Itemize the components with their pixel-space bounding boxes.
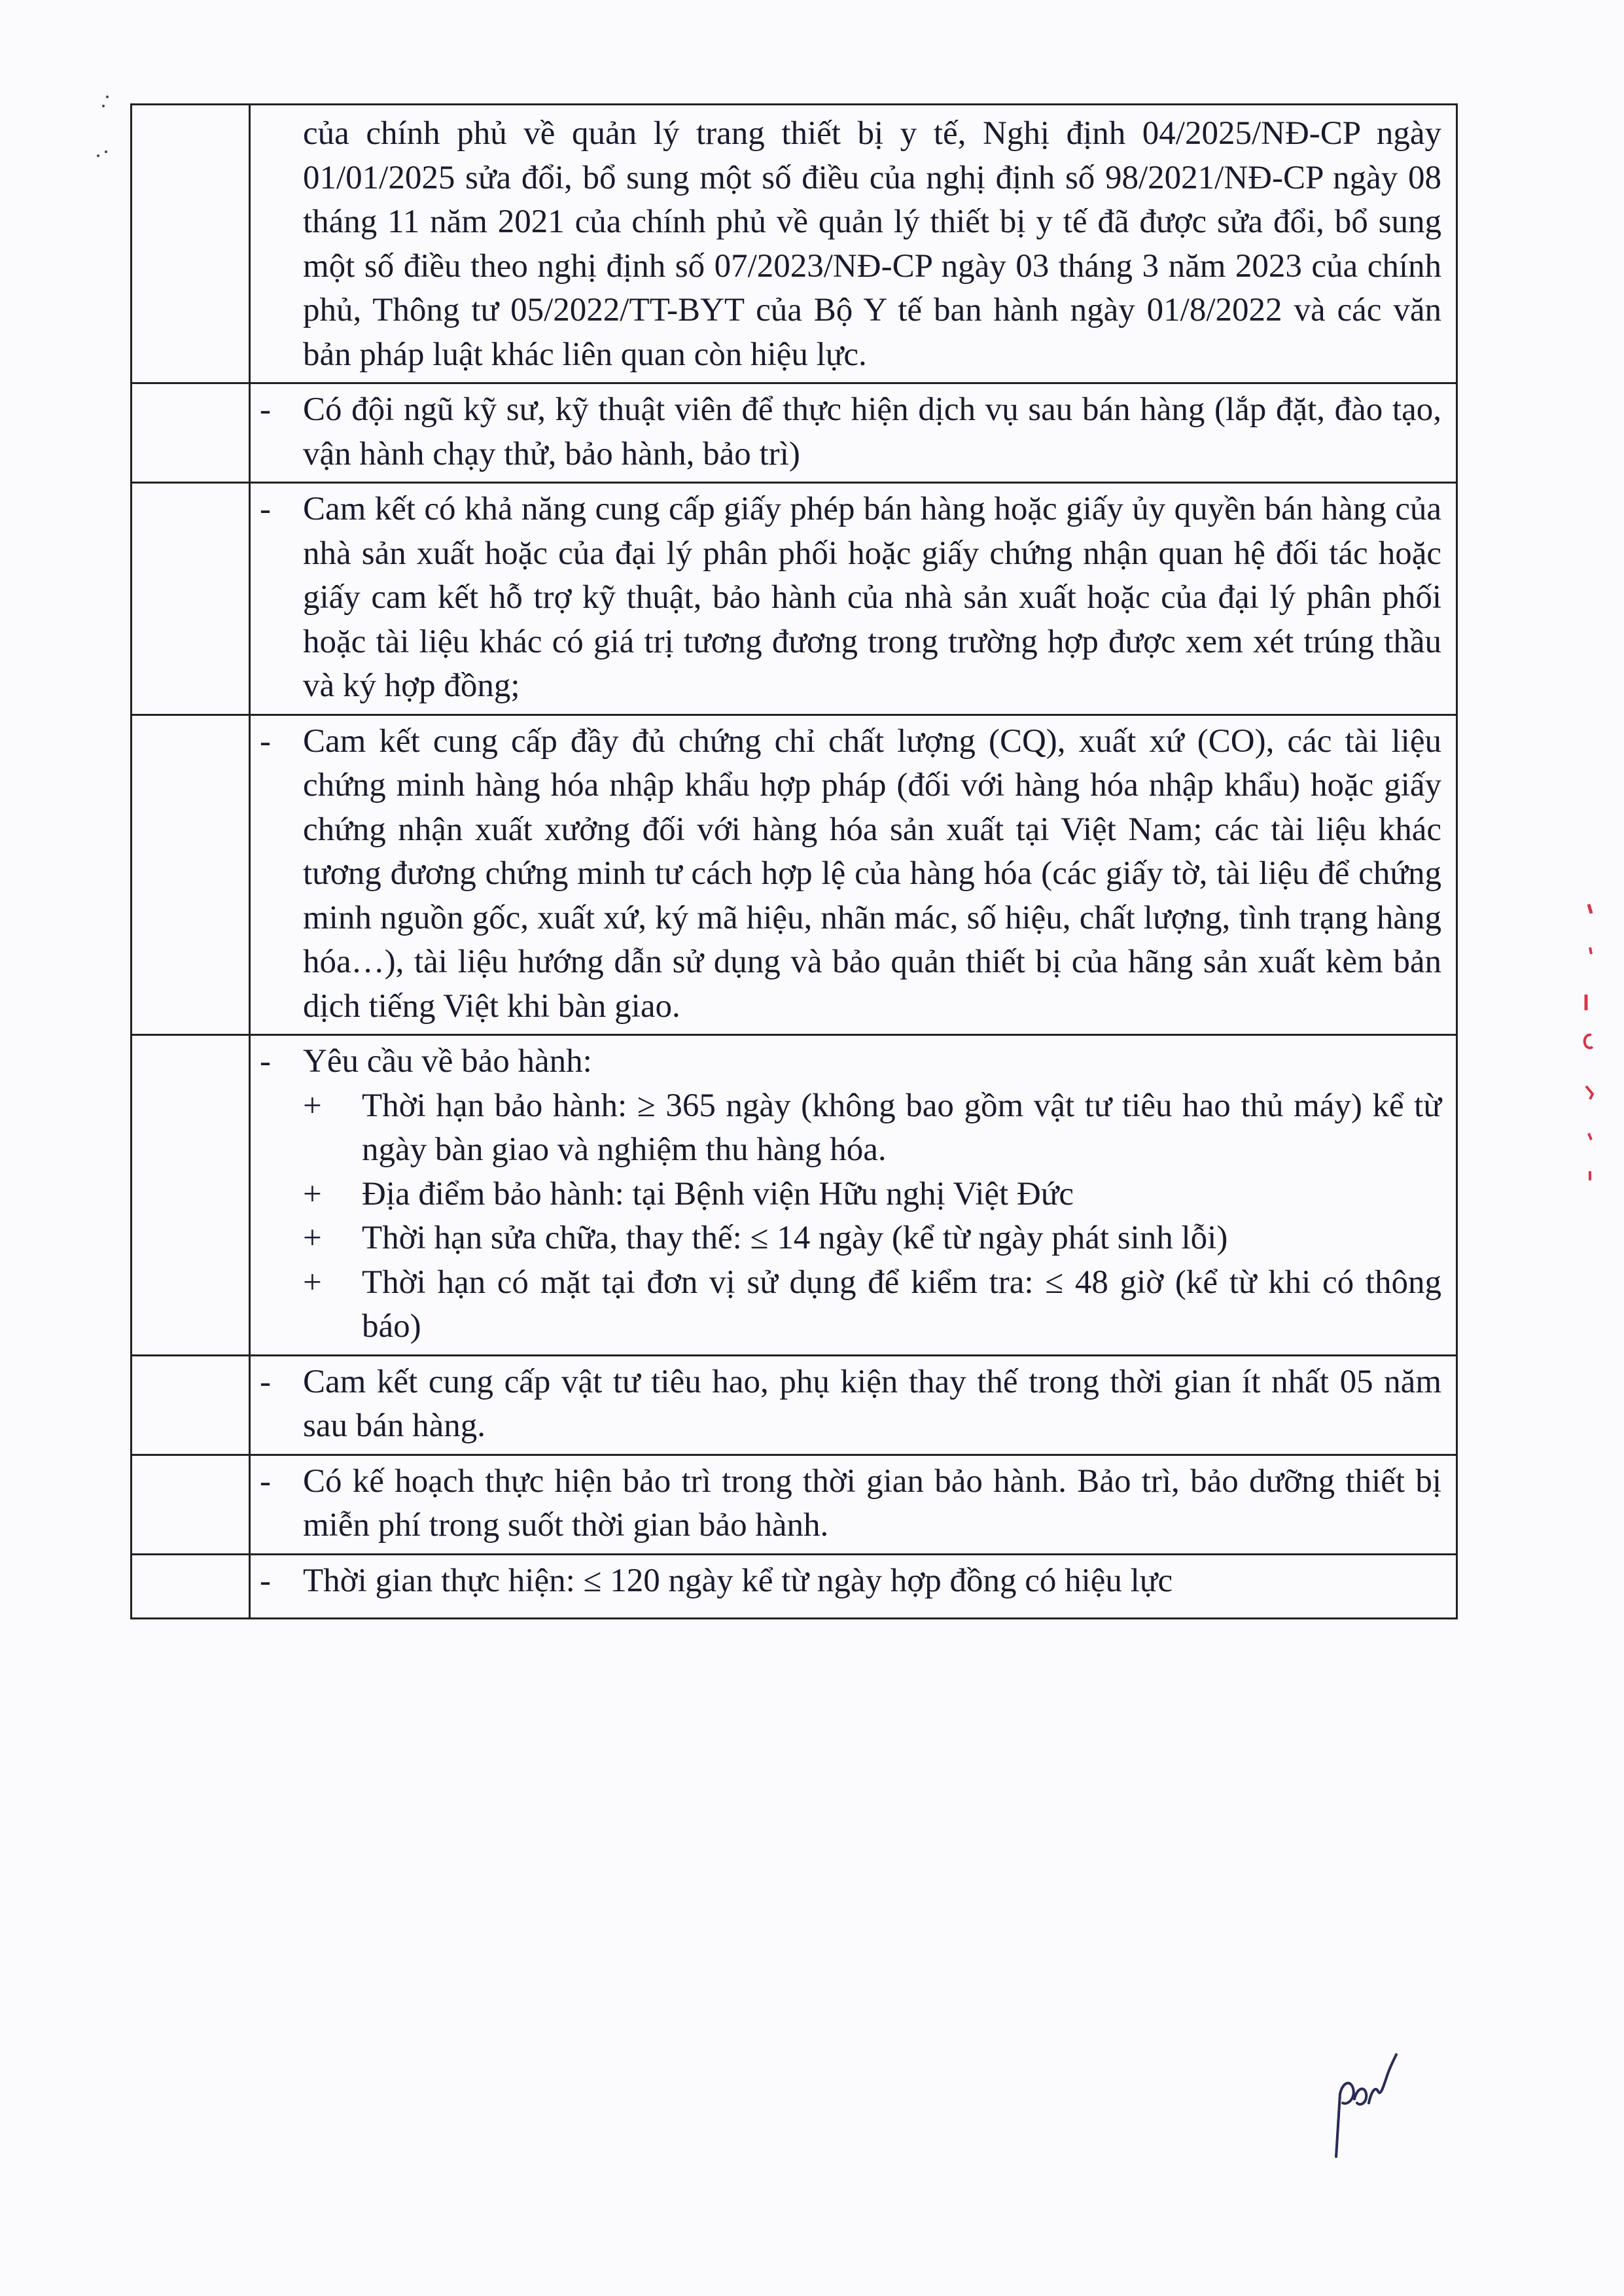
warranty-item (303, 1216, 1441, 1261)
empty-left-cell (132, 1035, 250, 1356)
empty-left-cell (132, 1355, 250, 1455)
dash-bullet: - (260, 1043, 271, 1080)
dash-bullet: - (260, 491, 271, 527)
requirement-text: Thời gian thực hiện: ≤ 120 ngày kể từ ngày hợp đồng có hiệu lực (303, 1562, 1173, 1599)
plus-bullet: + (303, 1087, 322, 1124)
requirement-text: Cam kết cung cấp đầy đủ chứng chỉ chất lượng (CQ), xuất xứ (CO), các tài liệu chứng minh hàng hóa nhập khẩu hợp pháp (đối với hàng hóa nhập khẩu) hoặc giấy chứng nhận xuất xưởng đối với hàng hóa sản xuất tại Việt Nam; các tài liệu khác tương đương chứng minh tư cách hợp lệ của hàng hóa (các giấy tờ, tài liệu để chứng minh nguồn gốc, xuất xứ, ký mã hiệu, nhãn mác, số hiệu, chất lượng, tình trạng hàng hóa…), tài liệu hướng dẫn sử dụng và bảo quản thiết bị của hãng sản xuất kèm bản dịch tiếng Việt khi bàn giao. (303, 722, 1441, 1025)
warranty-item (303, 1173, 1441, 1217)
plus-bullet: + (303, 1263, 322, 1301)
empty-left-cell (132, 1554, 250, 1619)
table-row (132, 1355, 1457, 1455)
empty-left-cell (132, 483, 250, 715)
handwritten-initials-icon (1328, 2048, 1400, 2166)
table-row (132, 715, 1457, 1035)
table-row (132, 105, 1457, 383)
requirement-text: Có kế hoạch thực hiện bảo trì trong thời gian bảo hành. Bảo trì, bảo dưỡng thiết bị miễn phí trong suốt thời gian bảo hành. (303, 1462, 1441, 1544)
requirement-cell (250, 715, 1457, 1035)
requirements-table (130, 103, 1458, 1619)
plus-bullet: + (303, 1175, 322, 1212)
empty-left-cell (132, 383, 250, 483)
table-row (132, 1554, 1457, 1619)
onsite-time-text: Thời hạn có mặt tại đơn vị sử dụng để kiểm tra: ≤ 48 giờ (kể từ khi có thông báo) (362, 1263, 1441, 1345)
empty-left-cell (132, 715, 250, 1035)
empty-left-cell (132, 105, 250, 383)
requirement-text: của chính phủ về quản lý trang thiết bị y tế, Nghị định 04/2025/NĐ-CP ngày 01/01/2025 sửa đổi, bổ sung một số điều của nghị định số 98/2021/NĐ-CP ngày 08 tháng 11 năm 2021 của chính phủ về quản lý thiết bị y tế đã được sửa đổi, bổ sung một số điều theo nghị định số 07/2023/NĐ-CP ngày 03 tháng 3 năm 2023 của chính phủ, Thông tư 05/2022/TT-BYT của Bộ Y tế ban hành ngày 01/8/2022 và các văn bản pháp luật khác liên quan còn hiệu lực. (303, 115, 1441, 373)
dash-bullet: - (260, 391, 271, 428)
requirement-cell (250, 483, 1457, 715)
table-row (132, 1035, 1457, 1356)
warranty-heading: Yêu cầu về bảo hành: (303, 1043, 592, 1080)
warranty-item (303, 1261, 1441, 1349)
scan-dots (92, 92, 118, 164)
table-row (132, 383, 1457, 483)
table-row (132, 1455, 1457, 1554)
stamp-edge-marks (1577, 896, 1603, 1197)
dash-bullet: - (260, 1363, 271, 1400)
requirement-cell (250, 1355, 1457, 1455)
empty-left-cell (132, 1455, 250, 1554)
requirement-text: Cam kết cung cấp vật tư tiêu hao, phụ kiện thay thế trong thời gian ít nhất 05 năm sau bán hàng. (303, 1363, 1441, 1444)
plus-bullet: + (303, 1220, 322, 1256)
requirement-cell (250, 1554, 1457, 1619)
table-row (132, 483, 1457, 715)
requirement-cell (250, 105, 1457, 383)
warranty-location-text: Địa điểm bảo hành: tại Bệnh viện Hữu nghị Việt Đức (362, 1175, 1074, 1212)
dash-bullet: - (260, 1462, 271, 1500)
warranty-period-text: Thời hạn bảo hành: ≥ 365 ngày (không bao gồm vật tư tiêu hao thủ máy) kể từ ngày bàn giao và nghiệm thu hàng hóa. (362, 1087, 1441, 1168)
requirement-text: Cam kết có khả năng cung cấp giấy phép bán hàng hoặc giấy ủy quyền bán hàng của nhà sản xuất hoặc của đại lý phân phối hoặc giấy chứng nhận quan hệ đối tác hoặc giấy cam kết hỗ trợ kỹ thuật, bảo hành của nhà sản xuất hoặc của đại lý phân phối hoặc tài liệu khác có giá trị tương đương trong trường hợp được xem xét trúng thầu và ký hợp đồng; (303, 491, 1441, 704)
requirement-text: Có đội ngũ kỹ sư, kỹ thuật viên để thực hiện dịch vụ sau bán hàng (lắp đặt, đào tạo, vận hành chạy thử, bảo hành, bảo trì) (303, 391, 1441, 472)
requirement-cell (250, 383, 1457, 483)
requirement-cell (250, 1455, 1457, 1554)
repair-time-text: Thời hạn sửa chữa, thay thế: ≤ 14 ngày (kể từ ngày phát sinh lỗi) (362, 1220, 1228, 1256)
warranty-requirement-cell (250, 1035, 1457, 1356)
warranty-item (303, 1084, 1441, 1173)
dash-bullet: - (260, 722, 271, 760)
dash-bullet: - (260, 1562, 271, 1599)
